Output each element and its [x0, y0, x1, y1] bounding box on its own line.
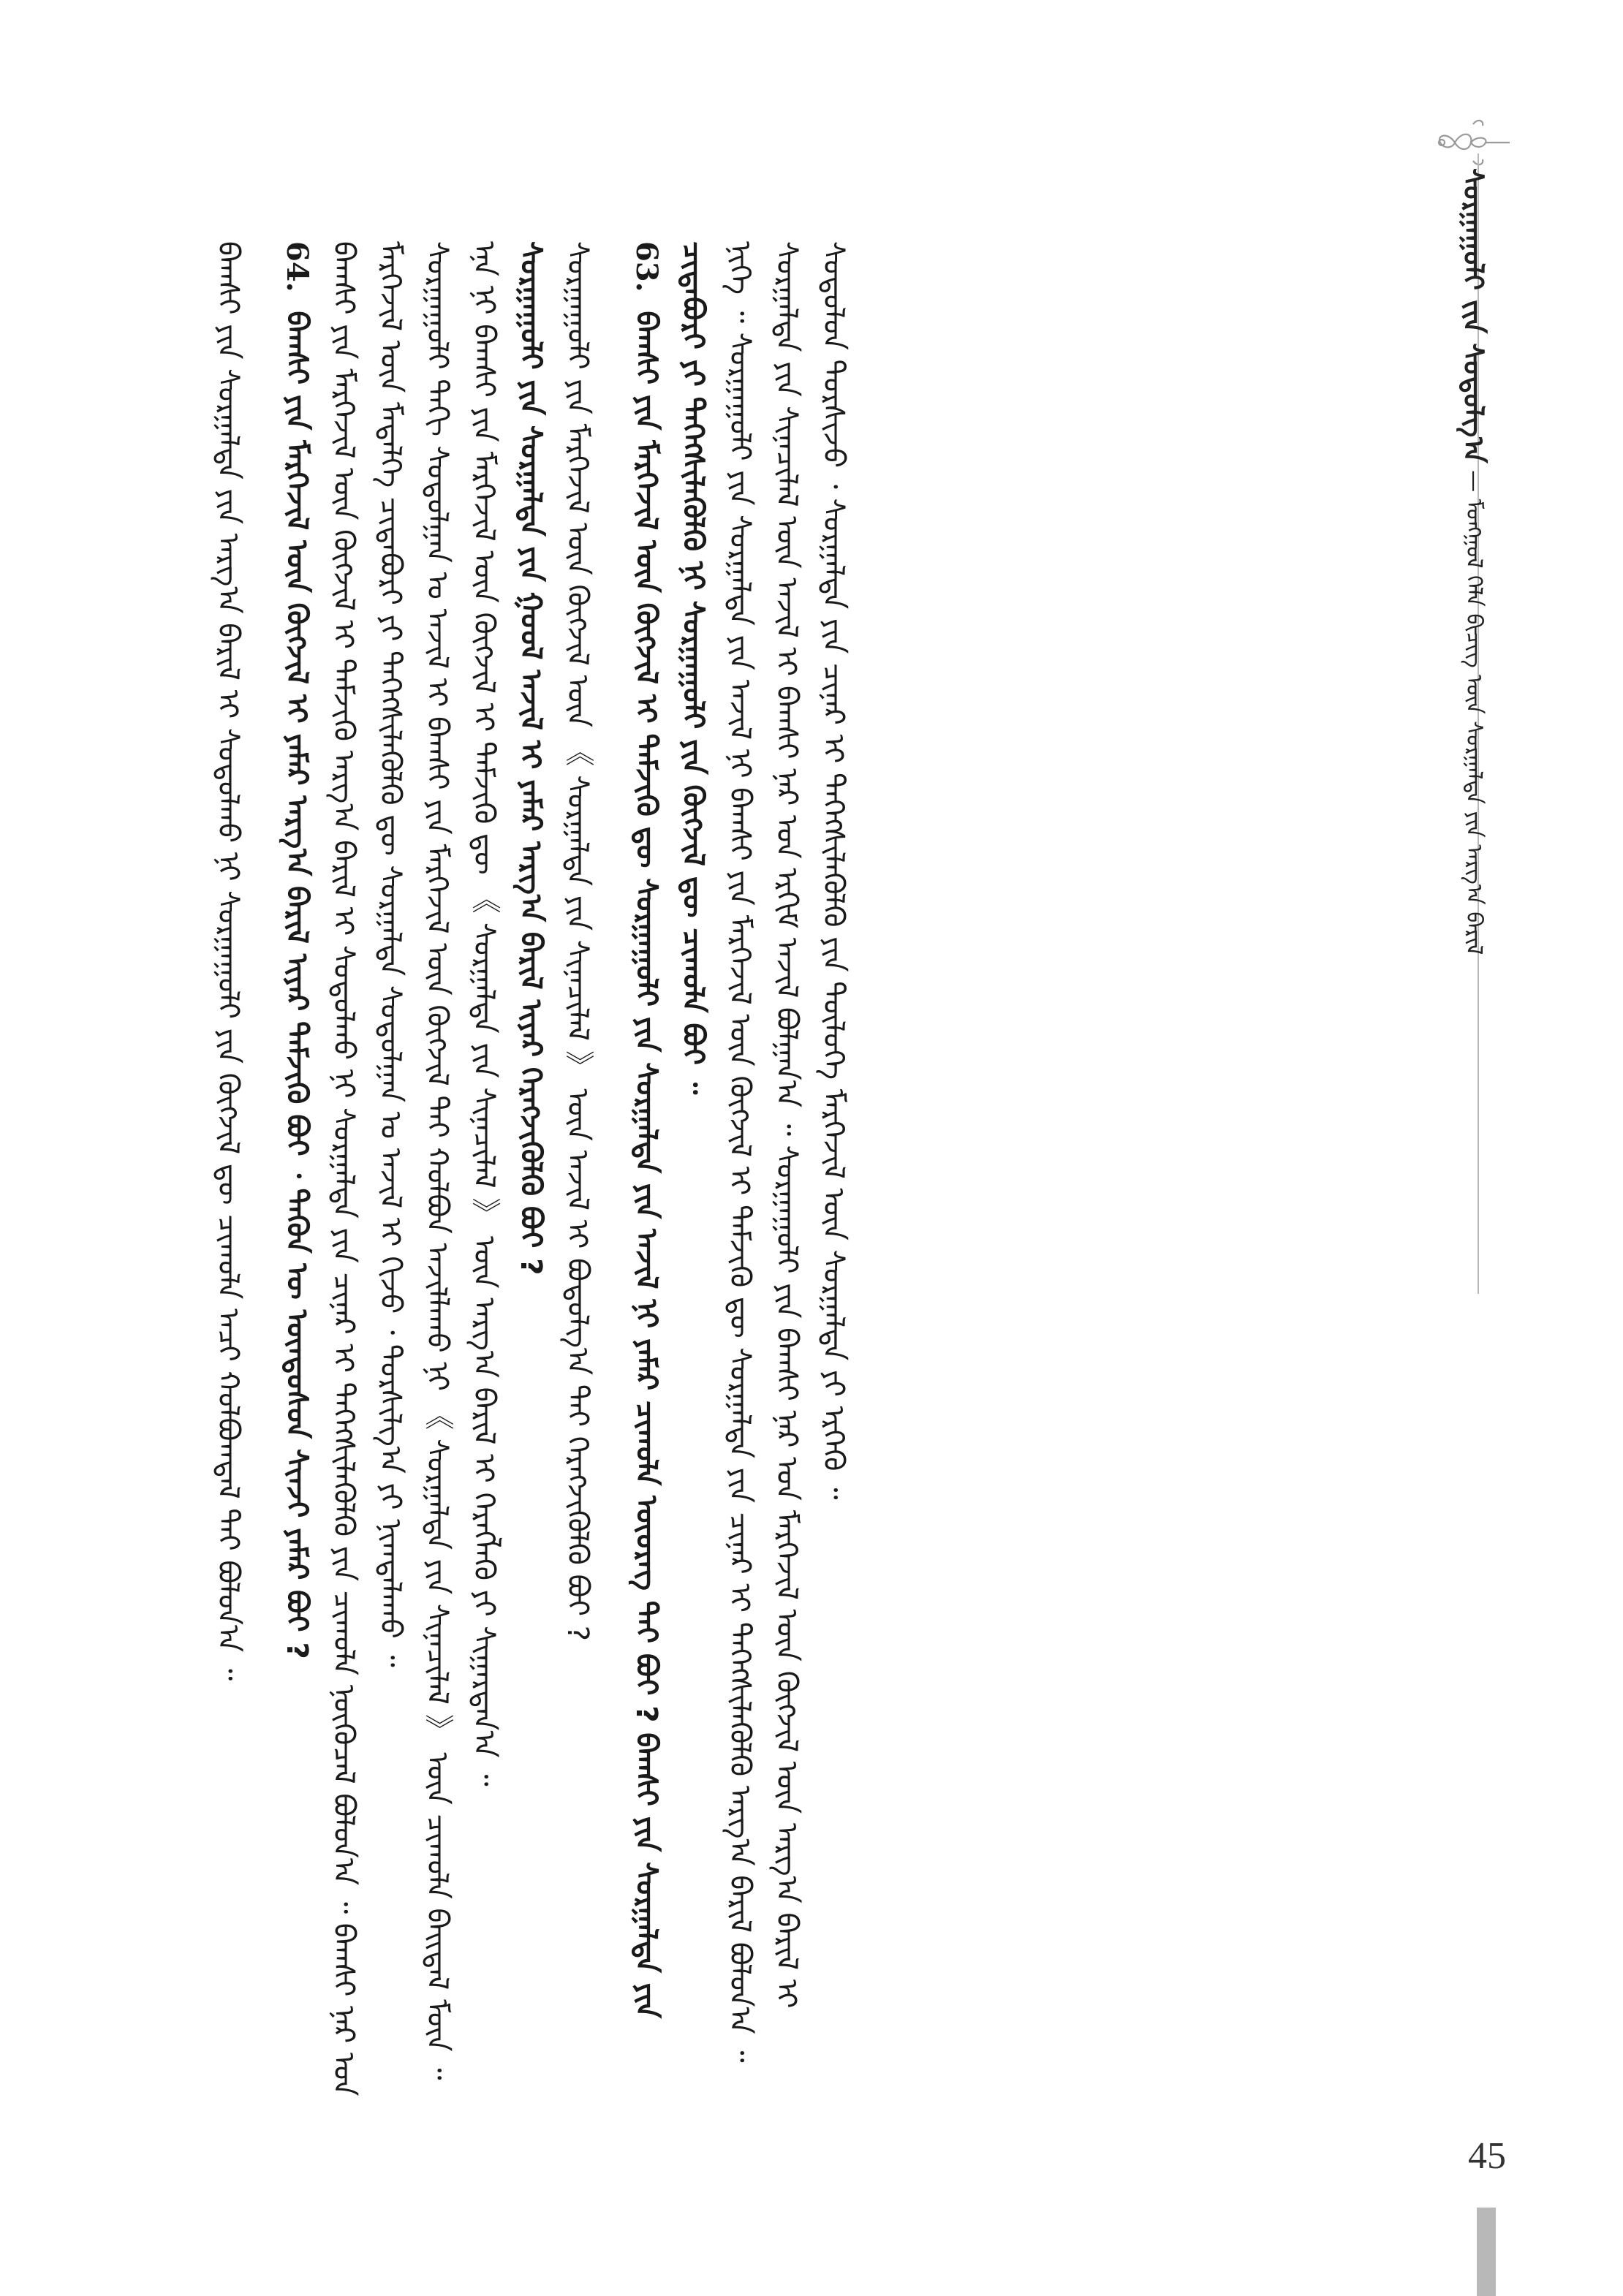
paragraph-text: ᠰᠤᠷᠭᠠᠭᠤᠯᠢ ᠳᠠᠬᠢ ᠰᠤᠳᠤᠯᠭᠠᠨ ᠤ ᠠᠵᠢᠯ ᠢ ᠪᠠᠭᠰᠢ ᠶᠢᠨ ᠮᠡᠷᠭᠡᠵᠢᠯ ᠦᠨ ᠬᠥᠭᠵᠢᠯ ᠲᠡᠢ ᠬᠣᠯᠪᠣᠨ ᠠᠵᠢᠯᠯᠠᠬᠤ ᠨᠢ 《 ᠰᠤᠷᠭᠠᠯᠲᠠ ᠶᠢᠨ ᠰᠢᠨᠡᠴᠢᠯᠡᠯ 》 ᠦᠨ ᠴᠢᠬᠤᠯᠠ ᠪᠠᠢᠳᠠᠯ ᠮᠥᠨ ᠃ — [420, 241, 454, 2080]
paragraph-text: ᠨᠢᠭᠡ ᠃ ᠰᠤᠷᠭᠠᠭᠤᠯᠢ ᠶᠢᠨ ᠰᠤᠷᠭᠠᠯᠲᠠ ᠶᠢᠨ ᠠᠵᠢᠯ ᠨᠢ ᠪᠠᠭᠰᠢ ᠶᠢᠨ ᠮᠡᠷᠭᠡᠵᠢᠯ ᠦᠨ ᠬᠥᠭᠵᠢᠯ ᠢ ᠳᠡᠮᠵᠢᠬᠦ ᠳᠦ ᠰᠤᠷᠭᠠᠯᠲᠠ ᠶᠢᠨ ᠴᠢᠨᠠᠷ ᠢ ᠳᠡᠭᠡᠭᠰᠢᠯᠡᠭᠦᠯᠬᠦ ᠠᠷᠭ᠎ᠠ ᠪᠠᠷᠢᠯ ᠪᠣᠯᠤᠨ᠎ᠠ ᠃ ᠰᠤᠷᠭᠠᠯᠲᠠ ᠶᠢᠨ ᠰᠢᠨᠡᠴᠢᠯᠡᠯ ᠦᠨ ᠠᠵᠢᠯ ᠢ ᠪᠠᠭᠰᠢ ᠨᠠᠷ ᠤᠨ ᠡᠷᠬᠢᠮ ᠠᠵᠢᠯ ᠪᠣᠯᠭᠠᠨ᠎ᠠ ᠃ ᠰᠤᠷᠭᠠᠭᠤᠯᠢ ᠶᠢᠨ ᠪᠠᠭᠰᠢ ᠨᠠᠷ ᠤᠨ ᠮᠡᠷᠭᠡᠵᠢᠯ ᠦᠨ ᠬᠥᠭᠵᠢᠯ ᠦᠨ ᠠᠷᠭ᠎ᠠ ᠪᠠᠷᠢᠯ ᠢ ᠰᠤᠳᠤᠯᠤᠨ ᠲᠤᠷᠰᠢᠵᠤ ᠂ ᠰᠤᠷᠭᠠᠯᠲᠠ ᠶᠢᠨ ᠴᠢᠨᠠᠷ ᠢ ᠳᠡᠭᠡᠭᠰᠢᠯᠡᠭᠦᠯᠬᠦ ᠶᠢᠨ ᠲᠥᠯᠥᠭᠡ ᠮᠡᠷᠭᠡᠵᠢᠯ ᠦᠨ ᠰᠤᠷᠭᠠᠯᠲᠠ ᠶᠢ ᠡᠷᠭᠡᠬᠦ ᠃ — [723, 241, 850, 2063]
main-text — [205, 241, 1404, 2113]
question-text: ᠪᠠᠭᠰᠢ ᠶᠢᠨ ᠮᠡᠷᠭᠡᠵᠢᠯ ᠦᠨ ᠬᠥᠭᠵᠢᠯ ᠢ ᠳᠡᠮᠵᠢᠬᠦ ᠳᠦ ᠰᠤᠷᠭᠠᠭᠤᠯᠢ ᠶᠢᠨ ᠰᠤᠷᠭᠠᠯᠲᠠ ᠶᠢᠨ ᠠᠵᠢᠯ ᠨᠢ ᠶᠠᠮᠠᠷ ᠴᠢᠬᠤᠯᠠ ᠦᠦᠷᠡᠭ ᠲᠡᠢ ᠪᠤᠢ ? ᠪᠠᠭᠰᠢ ᠶᠢᠨ ᠰᠤᠷᠭᠠᠯᠲᠠ ᠶᠢᠨ ᠴᠢᠳᠠᠪᠤᠷᠢ ᠶᠢ ᠳᠡᠭᠡᠭᠰᠢᠯᠡᠭᠦᠯᠬᠦ ᠨᠢ ᠰᠤᠷᠭᠠᠭᠤᠯᠢ ᠶᠢᠨ ᠬᠥᠭᠵᠢᠯ ᠳᠦ ᠴᠢᠬᠤᠯᠠ ᠪᠤᠢ ᠃ — [629, 241, 710, 2019]
page-edge-tab — [1477, 2208, 1496, 2296]
ornament-flourish-icon — [1433, 117, 1513, 168]
question-63 — [623, 241, 716, 2113]
paragraph — [716, 241, 857, 2113]
paragraph-text: ᠡᠨᠡ ᠨᠢ ᠪᠠᠭᠰᠢ ᠶᠢᠨ ᠮᠡᠷᠭᠡᠵᠢᠯ ᠦᠨ ᠬᠥᠭᠵᠢᠯ ᠢ ᠳᠡᠮᠵᠢᠬᠦ ᠳᠦ 《 ᠰᠤᠷᠭᠠᠯᠲᠠ ᠶᠢᠨ ᠰᠢᠨᠡᠴᠢᠯᠡᠯ 》 ᠦᠨ ᠠᠷᠭ᠎ᠠ ᠪᠠᠷᠢᠯ ᠢ ᠬᠡᠷᠡᠭᠯᠡᠬᠦ ᠶᠢ ᠰᠢᠭᠠᠷᠳᠠᠨ᠎ᠠ ᠃ — [467, 241, 501, 1787]
page-number: 45 — [1468, 2135, 1506, 2177]
question-text: ᠪᠠᠭᠰᠢ ᠶᠢᠨ ᠮᠡᠷᠭᠡᠵᠢᠯ ᠦᠨ ᠬᠥᠭᠵᠢᠯ ᠢ ᠶᠠᠮᠠᠷ ᠠᠷᠭ᠎ᠠ ᠪᠠᠷᠢᠯ ᠢᠶᠠᠷ ᠳᠡᠮᠵᠢᠬᠦ ᠪᠤᠢ ᠂ ᠲᠡᠭᠦᠨ ᠦ ᠦᠨᠳᠦᠰᠦᠨ ᠰᠢᠨᠵᠢ ᠶᠠᠮᠠᠷ ᠪᠤᠢ ? — [280, 311, 314, 1659]
question-number: 63. — [629, 241, 664, 292]
paragraph-text: ᠪᠠᠭᠰᠢ ᠶᠢᠨ ᠮᠡᠷᠭᠡᠵᠢᠯ ᠦᠨ ᠬᠥᠭᠵᠢᠯ ᠢ ᠳᠡᠮᠵᠢᠬᠦ ᠠᠷᠭ᠎ᠠ ᠪᠠᠷᠢᠯ ᠢ ᠰᠤᠳᠤᠯᠬᠤ ᠨᠢ ᠰᠤᠷᠭᠠᠯᠲᠠ ᠶᠢᠨ ᠴᠢᠨᠠᠷ ᠢ ᠳᠡᠭᠡᠭᠰᠢᠯᠡᠭᠦᠯᠬᠦ ᠶᠢᠨ ᠴᠢᠬᠤᠯᠠ ᠨᠥᠬᠦᠴᠡᠯ ᠪᠣᠯᠤᠨ᠎ᠠ ᠃ ᠪᠠᠭᠰᠢ ᠨᠠᠷ ᠤᠨ ᠮᠡᠷᠭᠡᠵᠢᠯ ᠦᠨ ᠮᠡᠳᠡᠯᠭᠡ ᠴᠢᠳᠠᠪᠤᠷᠢ ᠶᠢ ᠳᠡᠭᠡᠭᠰᠢᠯᠡᠭᠦᠯᠬᠦ ᠳᠦ ᠰᠤᠷᠭᠠᠯᠲᠠ ᠰᠤᠳᠤᠯᠭᠠᠨ ᠤ ᠠᠵᠢᠯ ᠢ ᠬᠢᠵᠦ ᠂ ᠲᠤᠷᠰᠢᠯᠭ᠎ᠠ ᠶᠢ ᠨᠢᠭᠲᠠᠯᠠᠬᠤ ᠃ — [327, 241, 407, 2096]
paragraph — [414, 241, 461, 2113]
paragraph — [320, 241, 414, 2113]
question-64 — [273, 241, 320, 2113]
question-number: 64. — [280, 241, 314, 292]
running-header — [1455, 168, 1506, 1067]
paragraph-text: ᠪᠠᠭᠰᠢ ᠶᠢᠨ ᠰᠤᠷᠭᠠᠯᠲᠠ ᠶᠢᠨ ᠠᠷᠭ᠎ᠠ ᠪᠠᠷᠢᠯ ᠢ ᠰᠤᠳᠤᠯᠬᠤ ᠨᠢ ᠰᠤᠷᠭᠠᠭᠤᠯᠢ ᠶᠢᠨ ᠬᠥᠭᠵᠢᠯ ᠳᠦ ᠴᠢᠬᠤᠯᠠ ᠠᠴᠢ ᠬᠣᠯᠪᠣᠭᠳᠠᠯ ᠲᠠᠢ ᠪᠣᠯᠤᠨ᠎ᠠ ᠃ — [211, 241, 245, 1681]
paragraph-text: ᠰᠤᠷᠭᠠᠭᠤᠯᠢ ᠶᠢᠨ ᠮᠡᠷᠭᠡᠵᠢᠯ ᠦᠨ ᠬᠥᠭᠵᠢᠯ ᠦᠨ 《 ᠰᠤᠷᠭᠠᠯᠲᠠ ᠶᠢᠨ ᠰᠢᠨᠡᠴᠢᠯᠡᠯ 》 ᠦᠨ ᠠᠵᠢᠯ ᠢ ᠪᠣᠳᠤᠯᠭ᠎ᠠ ᠲᠠᠢ ᠬᠡᠷᠡᠭᠵᠢᠭᠦᠯᠬᠦ ᠪᠤᠢ ? — [561, 241, 594, 1641]
header-subtitle: — ᠮᠣᠩᠭᠣᠯ ᠬᠡᠯᠡ ᠪᠢᠴᠢᠭ ᠦᠨ ᠰᠤᠷᠭᠠᠯᠲᠠ ᠶᠢᠨ ᠠᠷᠭ᠎ᠠ ᠪᠠᠷᠢᠯ — [1461, 470, 1487, 955]
paragraph-text: ᠰᠤᠷᠭᠠᠭᠤᠯᠢ ᠶᠢᠨ ᠰᠤᠷᠭᠠᠯᠲᠠ ᠶᠢᠨ ᠭᠣᠣᠯ ᠠᠵᠢᠯ ᠢ ᠶᠠᠮᠠᠷ ᠠᠷᠭ᠎ᠠ ᠪᠠᠷᠢᠯ ᠢᠶᠠᠷ ᠬᠡᠷᠡᠭᠵᠢᠭᠦᠯᠬᠦ ᠪᠤᠢ ? — [514, 241, 548, 1276]
paragraph — [554, 241, 601, 2113]
paragraph — [205, 241, 251, 2113]
paragraph-bold — [507, 241, 554, 2113]
header-title: ᠰᠤᠷᠭᠠᠭᠤᠯᠢ ᠵᠢᠨ ᠰᠤᠳᠤᠯᠭ᠎ᠠ — [1457, 168, 1490, 463]
paragraph — [461, 241, 507, 2113]
